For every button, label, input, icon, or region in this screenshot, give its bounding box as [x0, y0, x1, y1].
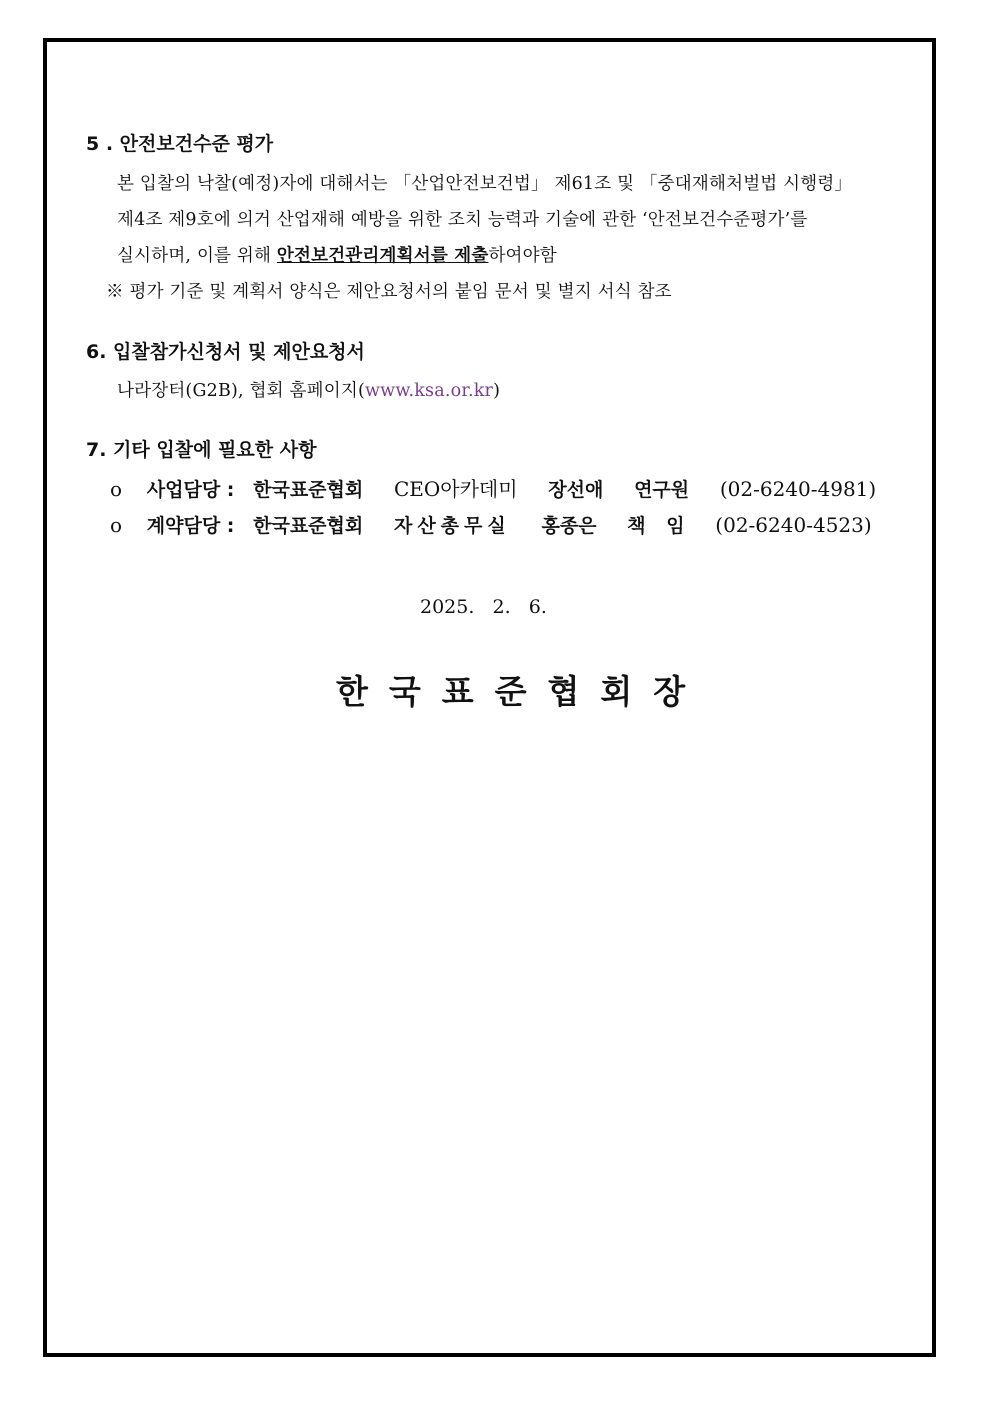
issuer-signature: 한국표준협회장 — [336, 672, 707, 711]
contact-phone: (02-6240-4523) — [715, 513, 872, 537]
section-5-line-3-suffix: 하여야함 — [488, 246, 557, 266]
contact-title: 책 임 — [627, 515, 685, 537]
contact-label: 사업담당 : — [146, 479, 235, 501]
section-5-line-1: 본 입찰의 낙찰(예정)자에 대해서는 「산업안전보건법」 제61조 및 「중대재해처벌법 시행령」 — [117, 174, 853, 194]
section-5-line-2: 제4조 제9호에 의거 산업재해 예방을 위한 조치 능력과 기술에 관한 ‘안전보건수준평가’를 — [117, 210, 808, 230]
contact-org: 한국표준협회 — [253, 515, 364, 537]
contact-title: 연구원 — [634, 479, 690, 501]
section-6-heading: 6. 입찰참가신청서 및 제안요청서 — [86, 341, 365, 363]
contact-dept: 자산총무실 — [393, 515, 511, 537]
contact-name: 장선애 — [548, 479, 604, 501]
section-5-heading: 5 . 안전보건수준 평가 — [86, 133, 274, 155]
section-6-suffix: ) — [493, 381, 501, 401]
section-7-heading: 7. 기타 입찰에 필요한 사항 — [86, 439, 317, 461]
contact-bullet: o — [110, 513, 123, 537]
document-date: 2025. 2. 6. — [420, 596, 547, 618]
ksa-homepage-link[interactable]: www.ksa.or.kr — [365, 381, 494, 401]
contact-phone: (02-6240-4981) — [719, 477, 877, 501]
section-5-line-3-prefix: 실시하며, 이를 위해 — [117, 246, 277, 266]
section-6-prefix: 나라장터(G2B), 협회 홈페이지( — [117, 381, 365, 401]
contact-row-contract — [110, 511, 872, 538]
section-5-note: ※ 평가 기준 및 계획서 양식은 제안요청서의 붙임 문서 및 별지 서식 참조 — [106, 282, 672, 302]
contact-bullet: o — [110, 477, 123, 501]
contact-dept: CEO아카데미 — [393, 477, 518, 501]
section-5-line-3-underlined: 안전보건관리계획서를 제출 — [276, 246, 489, 266]
contact-label: 계약담당 : — [146, 515, 235, 537]
section-5-line-3 — [117, 242, 557, 267]
contact-org: 한국표준협회 — [253, 479, 364, 501]
contact-name: 홍종은 — [541, 515, 597, 537]
section-6-line — [117, 377, 500, 402]
contact-row-business — [110, 473, 876, 502]
